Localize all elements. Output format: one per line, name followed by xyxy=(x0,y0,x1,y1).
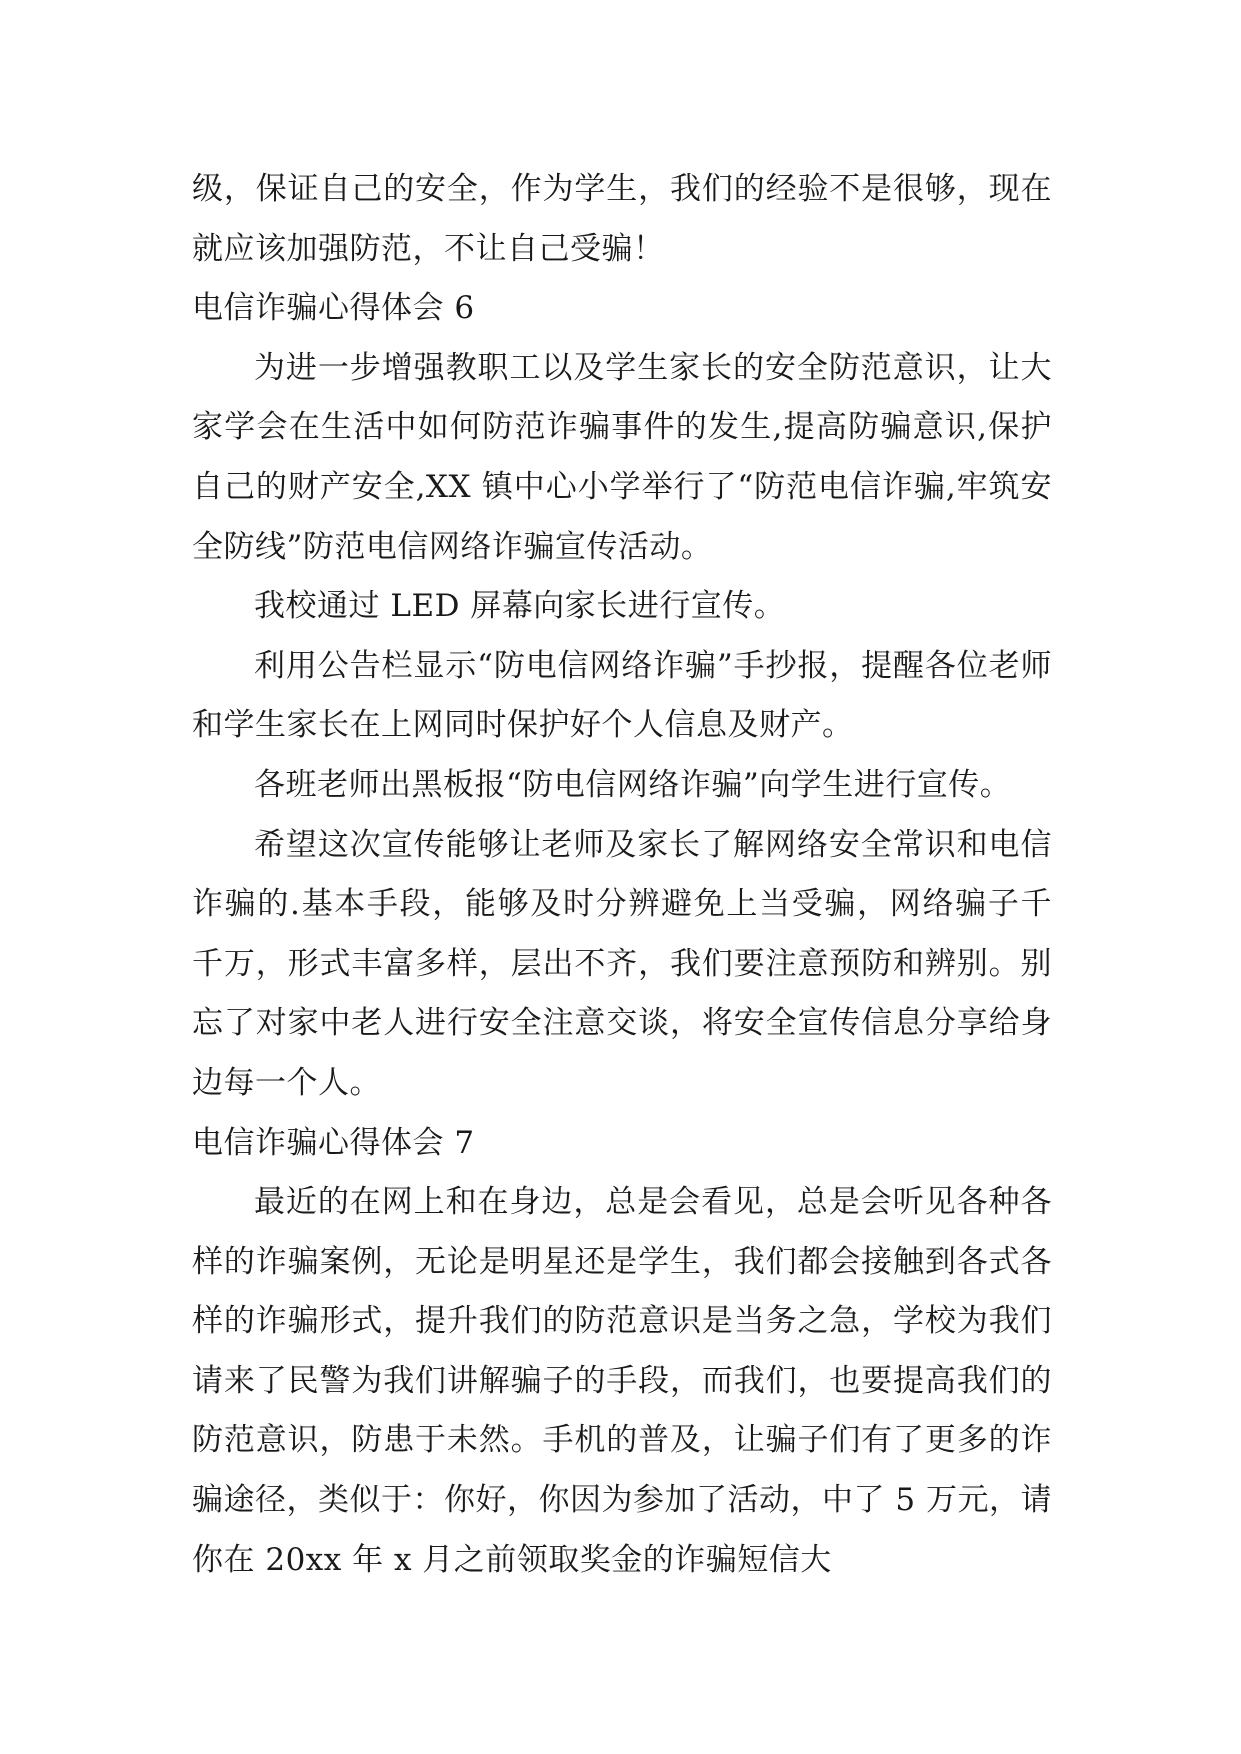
paragraph: 最近的在网上和在身边，总是会看见，总是会听见各种各样的诈骗案例，无论是明星还是学生，我们都会接触到各式各样的诈骗形式，提升我们的防范意识是当务之急，学校为我们请来了民警为我们讲解骗子的手段，而我们，也要提高我们的防范意识，防患于未然。手机的普及，让骗子们有了更多的诈骗途径，类似于：你好，你因为参加了活动，中了 5 万元，请你在 20xx 年 x 月之前领取奖金的诈骗短信大 xyxy=(192,1184,1052,1578)
document-body xyxy=(192,160,1052,1590)
paragraph-continuation: 级，保证自己的安全，作为学生，我们的经验不是很够，现在就应该加强防范，不让自己受骗！ xyxy=(192,171,1052,267)
section-heading-6: 电信诈骗心得体会 6 xyxy=(192,290,475,327)
paragraph: 利用公告栏显示“防电信网络诈骗”手抄报，提醒各位老师和学生家长在上网同时保护好个人信息及财产。 xyxy=(192,647,1052,744)
paragraph: 希望这次宣传能够让老师及家长了解网络安全常识和电信诈骗的.基本手段，能够及时分辨避免上当受骗，网络骗子千千万，形式丰富多样，层出不齐，我们要注意预防和辨别。别忘了对家中老人进行安全注意交谈，将安全宣传信息分享给身边每一个人。 xyxy=(192,826,1052,1101)
paragraph: 为进一步增强教职工以及学生家长的安全防范意识，让大家学会在生活中如何防范诈骗事件的发生,提高防骗意识,保护自己的财产安全,XX 镇中心小学举行了“防范电信诈骗,牢筑安全防线”防范电信网络诈骗宣传活动。 xyxy=(192,349,1052,565)
section-heading-7: 电信诈骗心得体会 7 xyxy=(192,1124,475,1161)
paragraph: 我校通过 LED 屏幕向家长进行宣传。 xyxy=(254,588,786,625)
paragraph: 各班老师出黑板报“防电信网络诈骗”向学生进行宣传。 xyxy=(254,766,1012,803)
